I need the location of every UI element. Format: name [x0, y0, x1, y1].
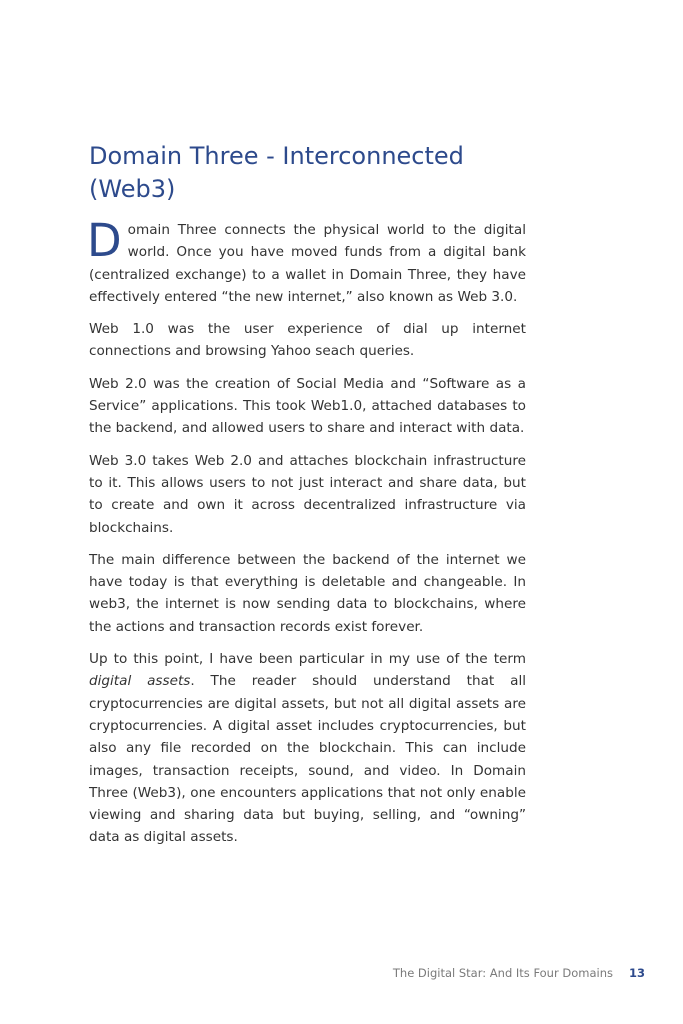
body-text — [87, 214, 526, 859]
paragraph-web3: Web 3.0 takes Web 2.0 and attaches blockchain infrastructure to it. This allows users to not just interact and share data, but to create and own it across decentralized infrastructure via blockchains. — [89, 452, 526, 536]
page-footer — [393, 966, 645, 980]
paragraph-web2: Web 2.0 was the creation of Social Media and “Software as a Service” applications. This took Web1.0, attached databases to the backend, and allowed users to share and interact with data. — [89, 375, 526, 437]
digital-assets-text-after: . The reader should understand that all cryptocurrencies are digital assets, but not all digital assets are cryptocurrencies. A digital asset includes cryptocurrencies, but also any file recorded on the blockchain. This can include images, transaction receipts, sound, and video. In Domain Three (Web3), one encounters applications that not only enable viewing and sharing data but buying, selling, and “owning” data as digital assets. — [89, 673, 526, 846]
digital-assets-term: digital assets — [89, 673, 191, 690]
page-number: 13 — [628, 966, 645, 980]
paragraph-intro-text: omain Three connects the physical world to the digital world. Once you have moved funds from a digital bank (centralized exchange) to a wallet in Domain Three, they have effectively entered “the new internet,” also known as Web 3.0. — [89, 222, 526, 305]
footer-book-title: The Digital Star: And Its Four Domains — [392, 966, 613, 980]
paragraph-digital-assets — [89, 648, 526, 849]
paragraph-intro — [87, 214, 526, 308]
chapter-title: Domain Three - Interconnected (Web3) — [89, 142, 464, 203]
paragraph-web1: Web 1.0 was the user experience of dial up internet connections and browsing Yahoo seach queries. — [89, 321, 526, 360]
drop-cap: D — [87, 214, 122, 267]
digital-assets-text-before: Up to this point, I have been particular in my use of the term — [89, 651, 526, 668]
paragraph-difference: The main difference between the backend of the internet we have today is that everything is deletable and changeable. In web3, the internet is now sending data to blockchains, where the actions and transaction records exist forever. — [89, 551, 526, 635]
